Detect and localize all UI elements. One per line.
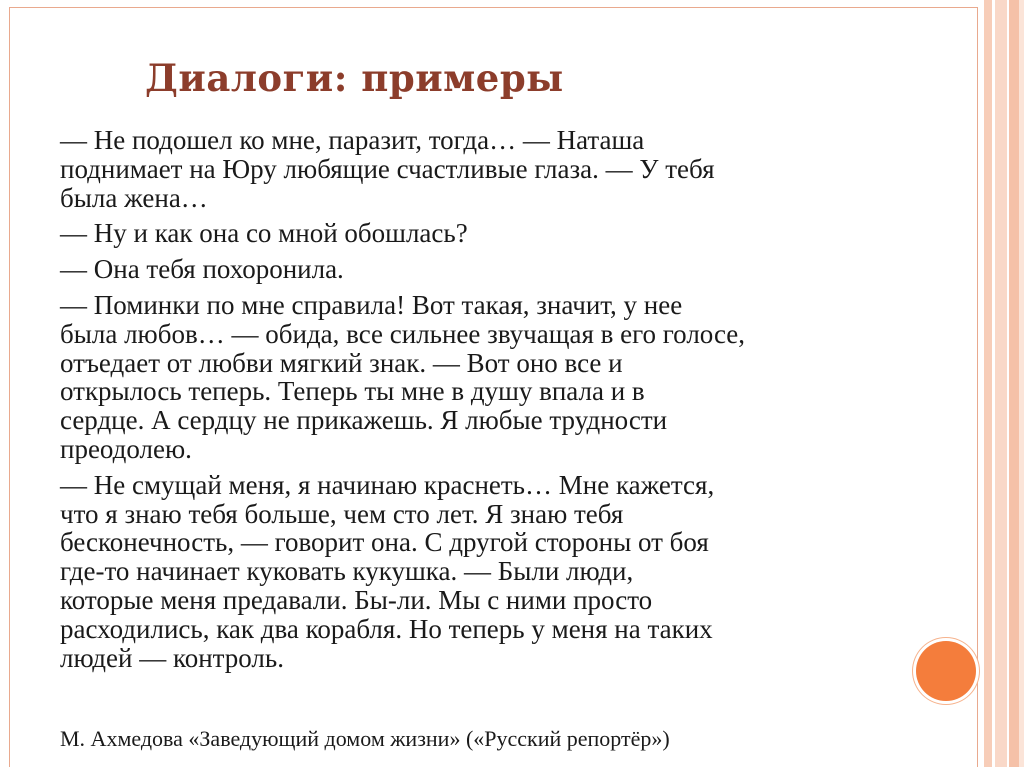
decorative-circle-icon: [916, 641, 976, 701]
dialogue-paragraph: — Ну и как она со мной обошлась?: [60, 218, 468, 249]
dialogue-paragraph: — Поминки по мне справила! Вот такая, значит, у нее была любов… — обида, все сильнее звучащая в его голосе, отъедает от любви мягкий знак. — Вот оно все и открылось теперь. Теперь ты мне в душу впала и в сердце. А сердцу не прикажешь. Я любые трудности преодолею.: [60, 289, 746, 464]
dialogue-paragraph: — Не смущай меня, я начинаю краснеть… Мне кажется, что я знаю тебя больше, чем сто лет. Я знаю тебя бесконечность, — говорит она. С другой стороны от боя где-то начинает куковать кукушка. — Были люди, которые меня предавали. Бы-ли. Мы с ними просто расходились, как два корабля. Но теперь у меня на таких людей — контроль.: [60, 469, 715, 673]
dialogue-paragraph: — Она тебя похоронила.: [60, 254, 344, 285]
dialogue-paragraph: — Не подошел ко мне, паразит, тогда… — Наташа поднимает на Юру любящие счастливые глаза. — У тебя была жена…: [60, 125, 715, 213]
source-attribution: М. Ахмедова «Заведующий домом жизни» («Русский репортёр»): [60, 726, 670, 751]
slide-title: Диалоги: примеры: [145, 56, 564, 100]
decorative-stripe: [1009, 0, 1019, 767]
decorative-stripe: [1019, 0, 1024, 767]
decorative-stripe: [995, 0, 1007, 767]
dialogue-text: [60, 126, 960, 679]
decorative-stripe: [984, 0, 992, 767]
